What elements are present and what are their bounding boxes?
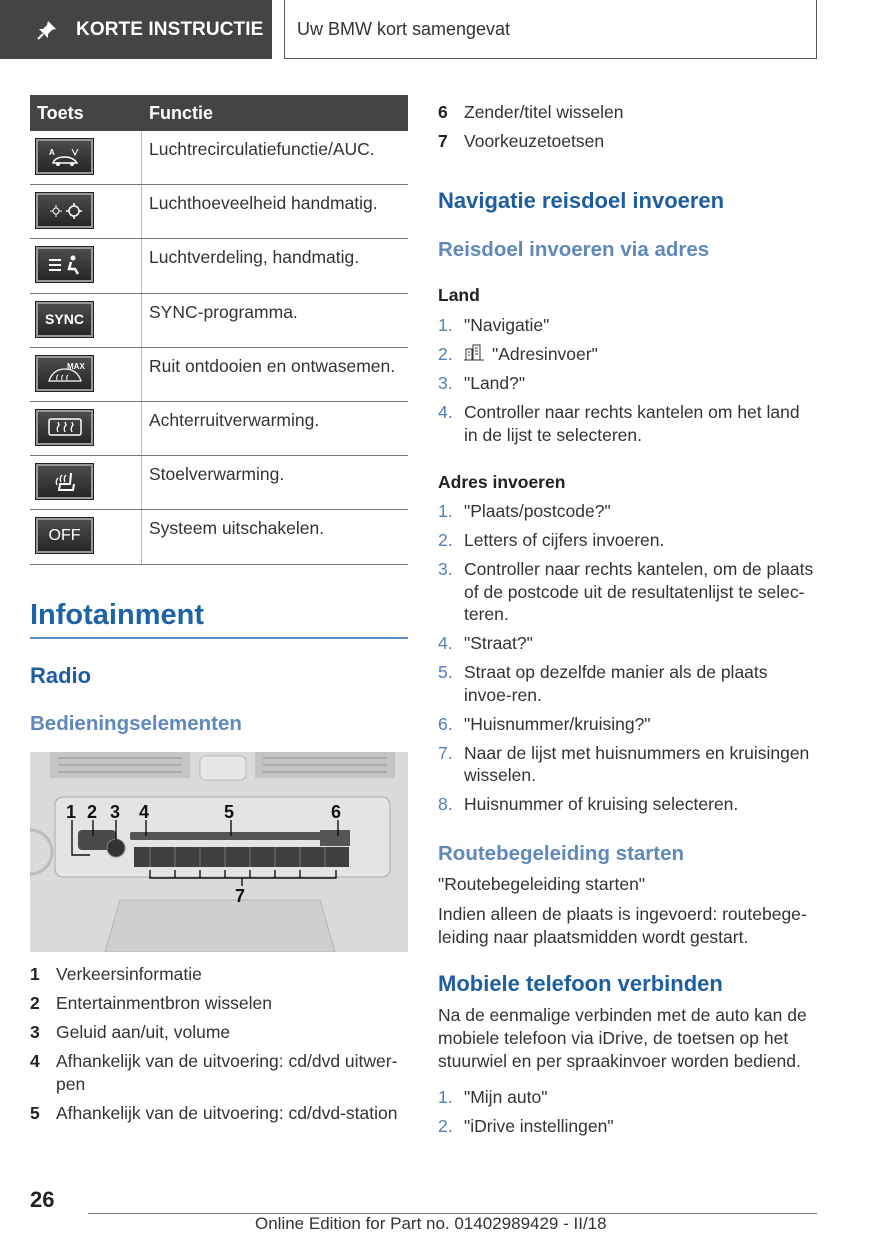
list-item: 4. Controller naar rechts kantelen om het land in de lijst te selecteren. <box>438 402 800 445</box>
function-text: Systeem uitschakelen. <box>149 518 325 539</box>
callout-6: 6 <box>331 802 342 822</box>
list-item: 3 Geluid aan/uit, volume <box>30 1022 231 1042</box>
list-item: 6. "Huisnummer/kruising?" <box>438 713 651 734</box>
function-text: Luchtrecirculatiefunctie/AUC. <box>149 139 375 159</box>
callout-2: 2 <box>87 802 98 822</box>
list-item: 3. Controller naar rechts kantelen, om de plaats of de postcode uit de resultatenlijst te selec-teren. <box>438 559 814 624</box>
section-subtitle: Uw BMW kort samengevat <box>284 0 817 59</box>
air-distribution-icon <box>36 247 93 282</box>
header-function: Functie <box>149 102 214 123</box>
list-item: 1 Verkeersinformatie <box>30 964 202 984</box>
table-row <box>30 239 408 293</box>
table-header <box>30 95 408 131</box>
function-text: Luchthoeveelheid handmatig. <box>149 193 378 214</box>
guidance-text: Indien alleen de plaats is ingevoerd: routebege-leiding naar plaatsmidden wordt gestart. <box>438 904 807 947</box>
table-row <box>30 402 408 456</box>
table-row <box>30 131 408 185</box>
phone-title: Mobiele telefoon verbinden <box>438 971 723 996</box>
callout-5: 5 <box>224 802 235 822</box>
address-steps <box>438 500 818 822</box>
pushpin-icon <box>36 19 58 41</box>
defrost-max-icon <box>36 356 93 391</box>
sync-icon: SYNC <box>36 302 93 337</box>
infotainment-title: Infotainment <box>30 599 204 631</box>
list-item: 2 Entertainmentbron wisselen <box>30 993 272 1013</box>
climate-controls-table <box>30 95 408 565</box>
seat-heating-icon <box>36 464 93 499</box>
section-tab-label: KORTE INSTRUCTIE <box>76 18 264 40</box>
list-item: 4 Afhankelijk van de uitvoering: cd/dvd uitwer-pen <box>30 1051 398 1094</box>
list-item: 8. Huisnummer of kruising selecteren. <box>438 794 739 814</box>
address-input-title: Adres invoeren <box>438 472 566 492</box>
edition-note: Online Edition for Part no. 01402989429 - II/18 <box>255 1214 607 1233</box>
callout-1: 1 <box>66 802 77 822</box>
function-text: SYNC-programma. <box>149 301 298 322</box>
function-text: Luchtverdeling, handmatig. <box>149 247 360 268</box>
address-title: Reisdoel invoeren via adres <box>438 238 710 261</box>
function-text: Achterruitverwarming. <box>149 409 320 430</box>
list-item: 3. "Land?" <box>438 373 526 393</box>
list-item: 2. "Adresinvoer" <box>438 344 598 364</box>
svg-text:A: A <box>48 147 55 157</box>
radio-legend-list <box>30 963 408 1131</box>
rear-window-heating-icon <box>36 410 93 445</box>
table-row <box>30 510 408 564</box>
radio-controls-illustration <box>30 752 408 952</box>
address-input-icon <box>464 343 484 361</box>
section-tab <box>0 0 272 59</box>
country-title: Land <box>438 285 480 305</box>
air-recirculation-icon <box>36 139 93 174</box>
function-text: Stoelverwarming. <box>149 464 285 485</box>
list-item: 2. "iDrive instellingen" <box>438 1116 614 1136</box>
page-number: 26 <box>30 1187 55 1212</box>
list-item: 5 Afhankelijk van de uitvoering: cd/dvd-station <box>30 1102 398 1123</box>
list-item: 1. "Mijn auto" <box>438 1087 548 1107</box>
table-row <box>30 456 408 510</box>
system-off-icon: OFF <box>36 518 93 553</box>
list-item: 1. "Plaats/postcode?" <box>438 501 611 521</box>
controls-title: Bedieningselementen <box>30 712 242 735</box>
table-row <box>30 294 408 348</box>
list-item: 7 Voorkeuzetoetsen <box>438 131 605 151</box>
list-item: 2. Letters of cijfers invoeren. <box>438 530 665 550</box>
list-item: 1. "Navigatie" <box>438 315 550 335</box>
list-item: 6 Zender/titel wisselen <box>438 102 624 122</box>
heading-divider <box>30 637 408 639</box>
radio-legend-list-continued <box>438 101 818 159</box>
radio-title: Radio <box>30 663 92 688</box>
country-steps <box>438 314 818 453</box>
list-item: 5. Straat op dezelfde manier als de plaats invoe-ren. <box>438 662 768 705</box>
table-row <box>30 348 408 402</box>
callout-3: 3 <box>110 802 121 822</box>
svg-text:MAX: MAX <box>66 362 85 372</box>
fan-speed-icon <box>36 193 93 228</box>
table-row <box>30 185 408 239</box>
function-text: Ruit ontdooien en ontwasemen. <box>149 355 396 376</box>
navigation-title: Navigatie reisdoel invoeren <box>438 188 725 213</box>
list-item: 7. Naar de lijst met huisnummers en kruisingen wisselen. <box>438 742 810 785</box>
guidance-title: Routebegeleiding starten <box>438 842 685 865</box>
callout-4: 4 <box>139 802 150 822</box>
phone-text: Na de eenmalige verbinden met de auto kan de mobiele telefoon via iDrive, de toetsen op het stuurwiel en per spraakinvoer worden bediend. <box>438 1005 807 1071</box>
header-key: Toets <box>37 102 84 123</box>
list-item: 4. "Straat?" <box>438 633 533 653</box>
guidance-quote: "Routebegeleiding starten" <box>438 874 646 894</box>
phone-steps <box>438 1086 818 1144</box>
callout-7: 7 <box>235 886 246 906</box>
